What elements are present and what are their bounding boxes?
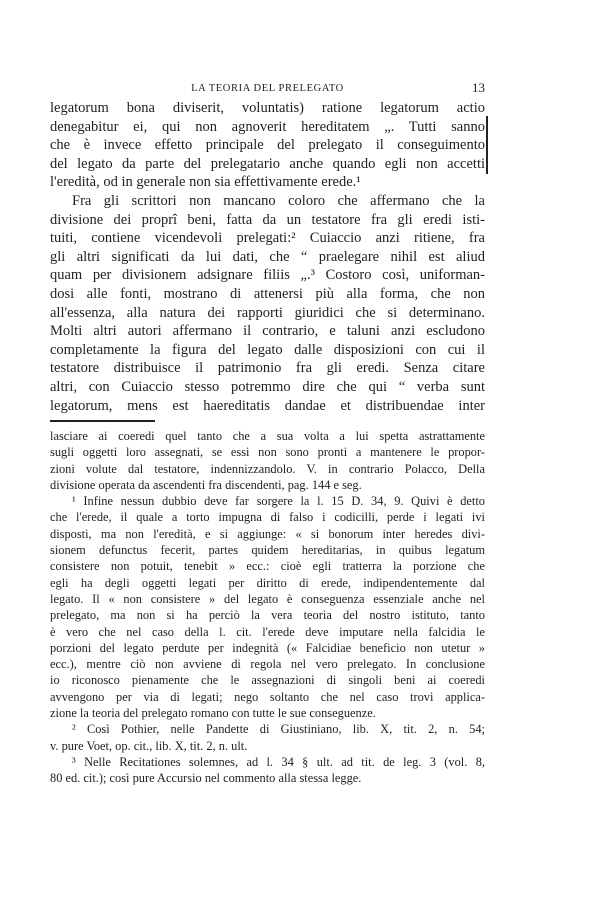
footnote-line: egli ha degli oggetti legati per diritto di erede, indipendentemente dal [50,575,485,590]
page-number: 13 [472,80,485,95]
running-header [50,80,485,98]
footnote-line: consistere non potuit, tenebit » ecc.: cioè egli tratterra la porzione che [50,559,485,574]
text-line: all'essenza, alla natura dei rapporti giuridici che si determinano. [50,304,485,321]
text-line: legatorum, mens est haereditatis dandae et distribuendae inter [50,397,485,414]
footnote-line: v. pure Voet, op. cit., lib. X, tit. 2, n. ult. [50,738,248,753]
text-line: del legato da parte del prelegatario anche quando egli non accetti [50,155,485,172]
footnote-line: avvengono per via di legati; nego soltanto che nel caso trovi applica- [50,689,485,704]
footnote-line: 80 ed. cit.); così pure Accursio nel commento alla stessa legge. [50,771,362,786]
text-line: completamente la figura del legato dalle disposizioni con cui il [50,341,485,358]
footnote-line: sugli oggetti loro assegnati, se essi non sono pronti a mantenere le propor- [50,445,485,460]
footnote-line: io riconosco pienamente che le assegnazioni di singoli beni ai coeredi [50,673,485,688]
footnote-line: ³ Nelle Recitationes solemnes, ad l. 34 § ult. ad tit. de leg. 3 (vol. 8, [72,754,485,769]
text-line: quam per divisionem adsignare filiis „.³ Costoro così, uniforman- [50,267,485,284]
footnote-line: sionem defunctus fecerit, partes quidem hereditarias, in quibus legatum [50,543,485,558]
footnote-line: zioni volute dal testatore, indennizzandolo. V. in contrario Polacco, Della [50,461,485,476]
text-line: altri, con Cuiaccio stesso potremmo dire che qui “ verba sunt [50,378,485,395]
text-line: l'eredità, od in generale non sia effettivamente erede.¹ [50,174,361,191]
footnote-line: porzioni del legato perdute per indegnità (« Falcidiae beneficio non utetur » [50,640,485,655]
margin-mark [486,116,488,174]
footnote-separator [50,420,155,422]
text-line: gli altri significati da lui dati, che “ praelegare nihil est aliud [50,248,485,265]
text-line: tuiti, contiene vicendevoli prelegati:² Cuiaccio anzi ritiene, fra [50,230,485,247]
text-line: testatore distribuisce il patrimonio fra gli eredi. Senza citare [50,360,485,377]
footnote-line: è vero che nel caso della l. cit. l'erede deve imputare nella falcidia le [50,624,485,639]
footnote-line: zione la teoria del prelegato romano con tutte le sue conseguenze. [50,706,376,721]
footnote-line: ecc.), mentre ciò non avviene di regola nel vero prelegato. In conclusione [50,657,485,672]
footnote-line: legato. Il « non consistere » del legato è conseguenza essenziale anche nel [50,591,485,606]
footnote-line: lasciare ai coeredi quel tanto che a sua volta a lui spetta astrattamente [50,429,485,443]
footnote-line: prelegato, ma non si ha perciò la vera teoria del nostro istituto, tanto [50,608,485,623]
footnote-line: che l'erede, il quale a torto impugna di falso i codicilli, perde i legati ivi [50,510,485,525]
text-line: Fra gli scrittori non mancano coloro che affermano che la [72,192,485,209]
text-line: dosi alle fonti, mostrano di attenersi più alla forma, che non [50,285,485,302]
text-line: Molti altri autori affermano il contrario, e taluni anzi escludono [50,323,485,340]
text-line: denegabitur ei, qui non agnoverit hereditatem „. Tutti sanno [50,118,485,135]
text-line: divisione dei proprî beni, fatta da un testatore fra gli eredi isti- [50,211,485,228]
main-text [50,99,485,415]
footnote-line: divisione operata da ascendenti fra discendenti, pag. 144 e seg. [50,477,362,492]
footnote-line: ¹ Infine nessun dubbio deve far sorgere la l. 15 D. 34, 9. Quivi è detto [72,494,485,509]
text-line: che è invece effetto principale del prelegato il conseguimento [50,137,485,154]
footnote-line: ² Così Pothier, nelle Pandette di Giustiniano, lib. X, tit. 2, n. 54; [72,722,485,737]
running-title: LA TEORIA DEL PRELEGATO [191,83,344,94]
footnotes [50,428,485,787]
footnote-line: disposti, ma non l'eredità, e si aggiunge: « si bonorum inter heredes divi- [50,526,485,541]
text-line: legatorum bona diviserit, voluntatis) ratione legatorum actio [50,100,485,116]
